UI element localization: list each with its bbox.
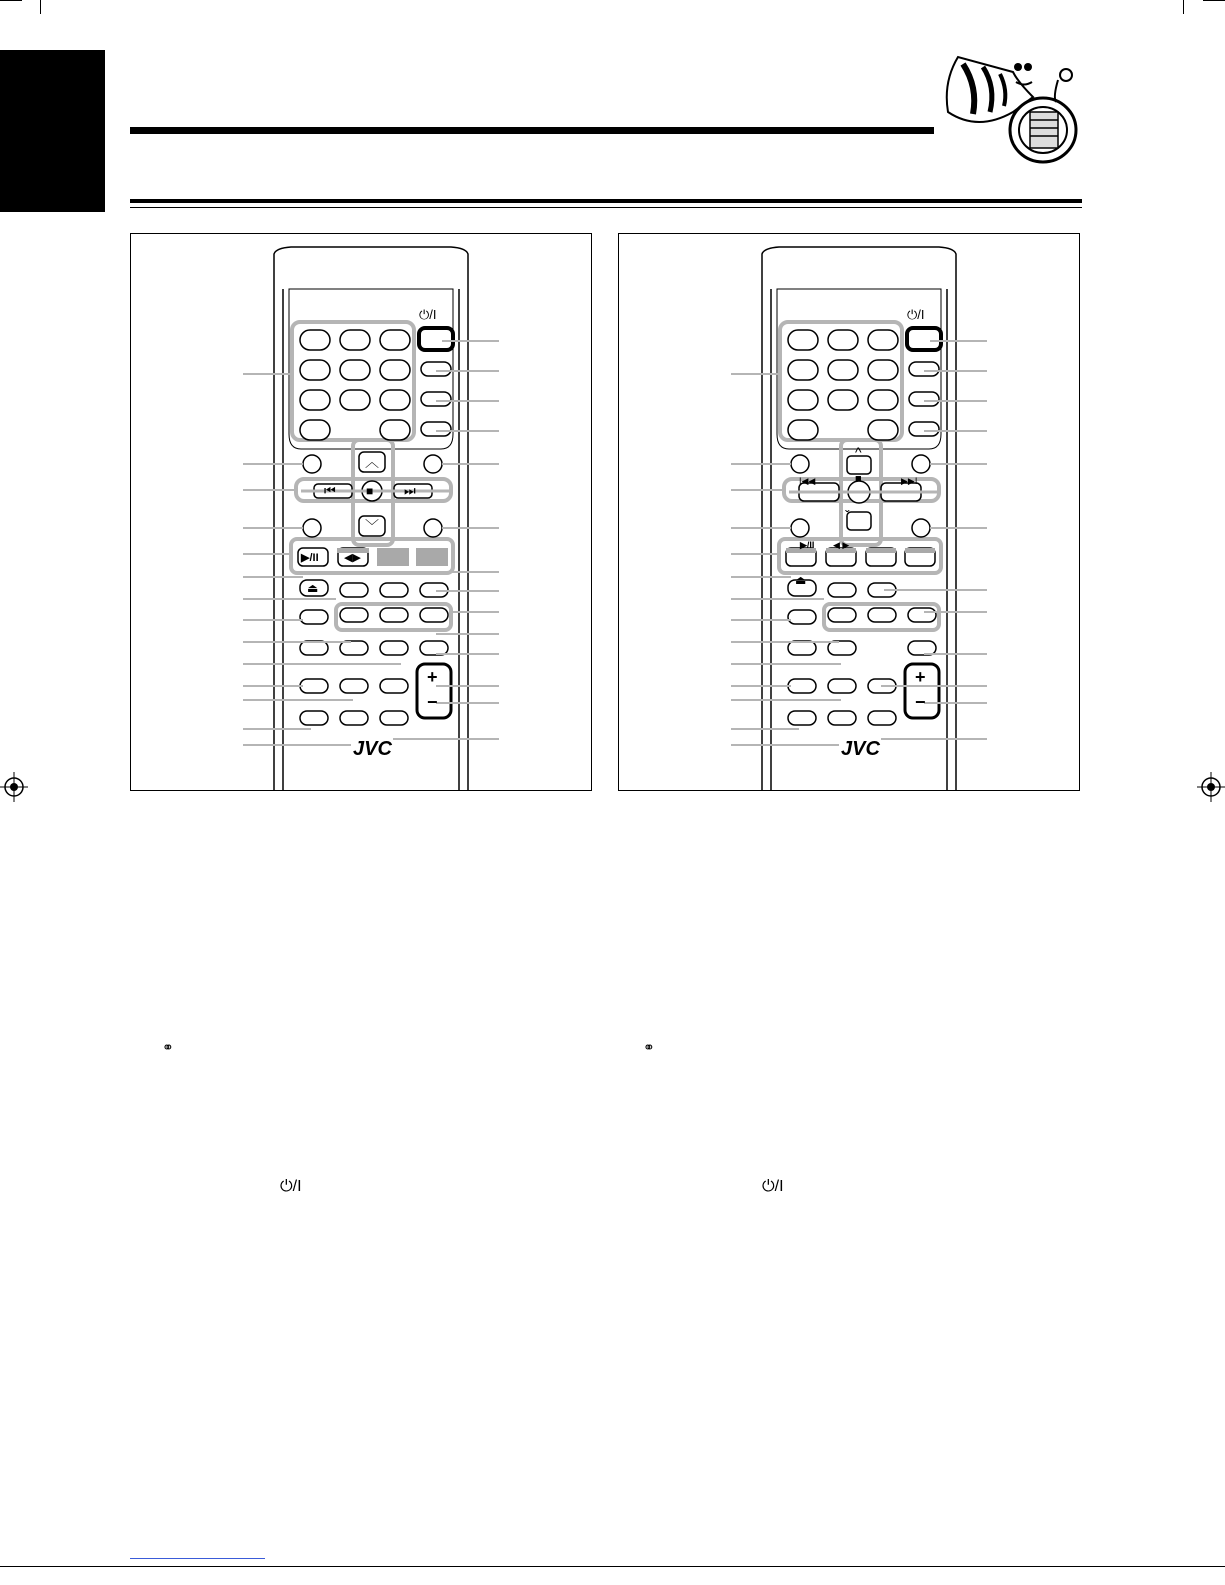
volume-minus-label[interactable]: −	[915, 692, 926, 712]
horn-mascot-illustration	[938, 42, 1083, 172]
footer-rule	[0, 1566, 1225, 1567]
eject-icon[interactable]: ⏏	[795, 573, 807, 587]
crop-mark	[0, 0, 22, 1]
remote-panel-left	[130, 233, 592, 791]
power-label: ⏻/I	[419, 307, 437, 322]
section-rule-thin	[130, 207, 1082, 208]
previous-icon[interactable]: ⏮	[324, 483, 336, 498]
crop-mark	[40, 0, 41, 14]
footer-link-underline[interactable]	[130, 1558, 265, 1559]
up-arrow-icon[interactable]: ^	[855, 444, 862, 460]
next-icon[interactable]: ▶▶I	[901, 476, 918, 486]
slow-label[interactable]: ◀▶	[344, 552, 361, 564]
play-pause-label[interactable]: ▶/II	[800, 540, 815, 550]
power-symbol: ⏻/I	[280, 1178, 302, 1195]
eject-icon[interactable]: ⏏	[307, 581, 319, 595]
next-icon[interactable]: ⏭	[404, 483, 416, 498]
volume-plus-label[interactable]: +	[915, 667, 926, 687]
up-arrow-icon[interactable]: ︿	[365, 454, 379, 470]
volume-minus-label[interactable]: −	[427, 692, 438, 712]
volume-plus-label[interactable]: +	[427, 667, 438, 687]
power-label: ⏻/I	[907, 307, 925, 322]
brand-logo: JVC	[353, 738, 392, 760]
crop-mark	[1183, 0, 1184, 14]
section-tab	[0, 50, 105, 212]
down-arrow-icon[interactable]: ˇ	[845, 507, 850, 523]
registration-mark	[0, 770, 30, 804]
remote-sensor-icon: ⚭	[162, 1039, 174, 1055]
registration-mark	[1195, 770, 1225, 804]
previous-icon[interactable]: I◀◀	[799, 476, 816, 486]
slow-label[interactable]: ◀ ▶	[833, 540, 850, 550]
play-pause-label[interactable]: ▶/II	[301, 552, 319, 564]
brand-logo: JVC	[841, 738, 880, 760]
crop-mark	[1203, 0, 1225, 1]
remote-drawing-left	[131, 234, 591, 790]
power-symbol: ⏻/I	[762, 1178, 784, 1195]
section-rule	[130, 199, 1082, 203]
down-arrow-icon[interactable]: ﹀	[365, 518, 379, 534]
header-rule	[130, 127, 934, 134]
stop-icon[interactable]: ■	[366, 484, 374, 498]
stop-icon[interactable]: ■	[855, 473, 862, 485]
remote-panel-right	[618, 233, 1080, 791]
remote-sensor-icon: ⚭	[643, 1039, 655, 1055]
